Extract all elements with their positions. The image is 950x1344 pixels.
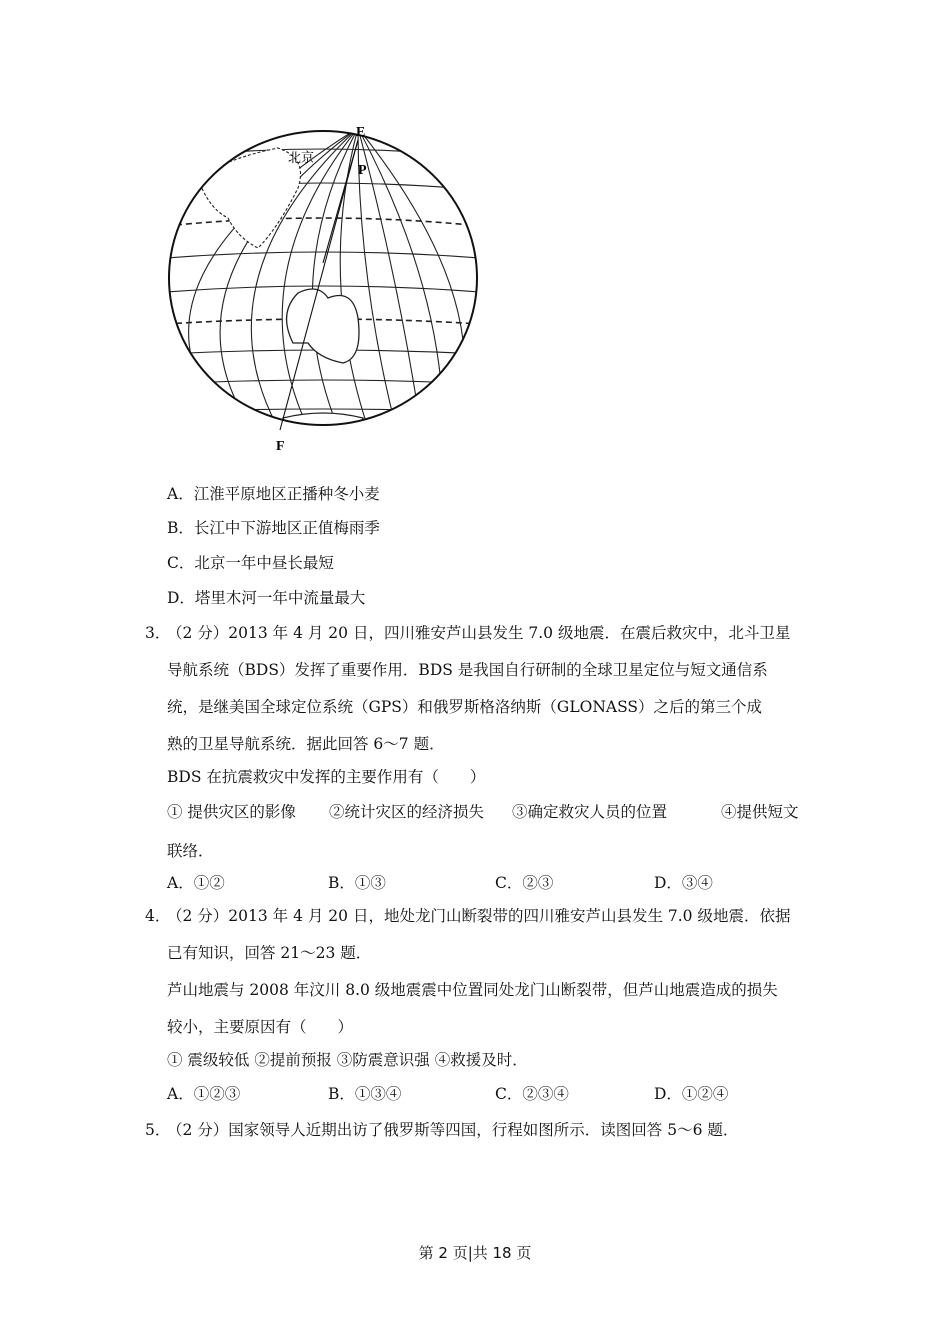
q3-choice-3: ③确定救灾人员的位置: [512, 803, 668, 821]
q3-line-4: 熟的卫星导航系统．据此回答 6～7 题．: [167, 735, 445, 753]
q4-option-c: C．②③④: [495, 1085, 569, 1103]
page-footer: 第 2 页|共 18 页: [418, 1244, 532, 1262]
label-f: F: [276, 439, 285, 454]
q3-line-3: 统，是继美国全球定位系统（GPS）和俄罗斯格洛纳斯（GLONASS）之后的第三个成: [167, 698, 763, 716]
q2-option-c: C．北京一年中昼长最短: [167, 554, 334, 572]
q3-option-a: A．①②: [167, 874, 225, 892]
label-beijing: 北京: [288, 151, 315, 166]
q4-line-1: （2 分）2013 年 4 月 20 日，地处龙门山断裂带的四川雅安芦山县发生 7.0 级地震．依据: [167, 907, 791, 925]
label-p: P: [358, 163, 367, 178]
q5-text: （2 分）国家领导人近期出访了俄罗斯等四国，行程如图所示．读图回答 5～6 题．: [167, 1121, 739, 1139]
q3-option-c: C．②③: [495, 874, 554, 892]
q3-line-5: BDS 在抗震救灾中发挥的主要作用有（ ）: [167, 768, 486, 786]
q2-option-d: D．塔里木河一年中流量最大: [167, 589, 366, 607]
q4-option-b: B．①③④: [328, 1085, 402, 1103]
q3-line-1: （2 分）2013 年 4 月 20 日，四川雅安芦山县发生 7.0 级地震．在震后救灾中，北斗卫星: [167, 624, 791, 642]
q4-line-3: 芦山地震与 2008 年汶川 8.0 级地震震中位置同处龙门山断裂带，但芦山地震造成的损失: [167, 981, 778, 999]
q3-line-2: 导航系统（BDS）发挥了重要作用．BDS 是我国自行研制的全球卫星定位与短文通信系: [167, 661, 768, 679]
q3-choice-2: ②统计灾区的经济损失: [329, 803, 485, 821]
label-e: E: [356, 125, 366, 140]
q4-line-4: 较小，主要原因有（ ）: [167, 1018, 354, 1036]
q2-option-a: A．江淮平原地区正播种冬小麦: [167, 485, 380, 503]
q3-number: 3．: [145, 624, 171, 642]
q5-number: 5．: [145, 1121, 171, 1139]
q3-choice-4: ④提供短文: [721, 803, 799, 821]
globe-figure: [158, 118, 488, 464]
q4-line-2: 已有知识，回答 21～23 题．: [167, 944, 372, 962]
q4-line-5: ① 震级较低 ②提前预报 ③防震意识强 ④救援及时．: [167, 1051, 528, 1069]
q4-option-d: D．①②④: [654, 1085, 729, 1103]
q2-option-b: B．长江中下游地区正值梅雨季: [167, 519, 380, 537]
q4-option-a: A．①②③: [167, 1085, 241, 1103]
q4-number: 4．: [145, 907, 171, 925]
q3-choice-cont: 联络．: [167, 842, 214, 860]
q3-option-d: D．③④: [654, 874, 713, 892]
q3-option-b: B．①③: [328, 874, 386, 892]
q3-choice-1: ① 提供灾区的影像: [167, 803, 296, 821]
